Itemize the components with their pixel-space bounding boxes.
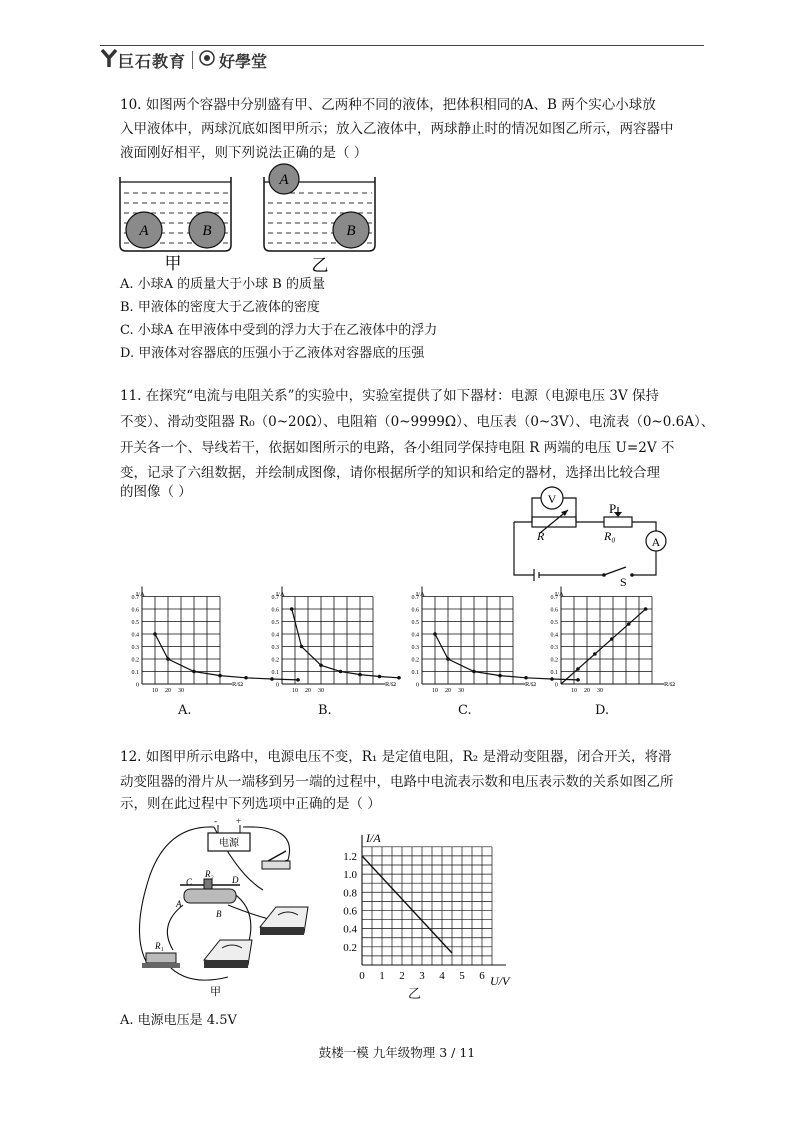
q10-figure <box>110 165 390 273</box>
y-tick: 0.5 <box>550 620 558 626</box>
label-b: B <box>216 909 222 919</box>
q10-text-1: 10. 如图两个容器中分别盛有甲、乙两种不同的液体，把体积相同的A、B 两个实心小球放 <box>120 97 656 113</box>
data-point <box>610 637 614 641</box>
label-d: D <box>232 875 239 885</box>
x-tick: 10 <box>432 688 438 694</box>
y-tick: 0.3 <box>550 645 558 651</box>
q11-text-1: 11. 在探究“电流与电阻关系”的实验中，实验室提供了如下器材：电源（电源电压 3V 保持 <box>120 388 659 404</box>
y-tick: 0.7 <box>411 595 419 601</box>
fig-jia-caption: 甲 <box>164 254 182 273</box>
x-tick: 2 <box>399 970 405 982</box>
y-axis-label: I/A <box>276 591 285 598</box>
y-tick: 0.2 <box>411 657 419 664</box>
seal-icon <box>199 50 215 70</box>
q11-graph-b <box>264 586 396 696</box>
y-tick: 0.4 <box>271 632 279 639</box>
y-tick: 0.3 <box>131 645 139 651</box>
y-tick: 0.2 <box>343 941 357 954</box>
y-tick: 1.2 <box>343 850 357 863</box>
x-tick: 30 <box>178 688 184 694</box>
data-point <box>153 632 157 636</box>
q12-graph-caption: 乙 <box>408 987 422 1002</box>
data-point <box>498 674 502 678</box>
label-r2: R₂ <box>205 869 214 879</box>
resistor-r1-icon <box>142 953 180 968</box>
y-axis-label: I/A <box>416 591 425 598</box>
fig-yi-caption: 乙 <box>311 256 329 275</box>
data-point <box>397 676 401 680</box>
x-axis-label: R/Ω <box>664 681 675 688</box>
y-tick: 0.4 <box>131 632 139 639</box>
data-point <box>218 674 222 678</box>
y-tick: 0.3 <box>271 645 279 651</box>
switch-icon <box>262 851 290 869</box>
y-axis-label: I/A <box>555 591 564 598</box>
y-tick: 0.4 <box>343 923 357 936</box>
x-tick: 10 <box>152 688 158 694</box>
y-tick: 0.3 <box>411 645 419 651</box>
y-tick: 0.1 <box>411 670 419 676</box>
x-tick: 10 <box>292 688 298 694</box>
q10-option-d: D. 甲液体对容器底的压强小于乙液体对容器底的压强 <box>120 346 425 361</box>
x-tick: 0 <box>359 970 365 982</box>
data-point <box>358 673 362 677</box>
q11-text-2: 不变）、滑动变阻器 R₀（0~20Ω）、电阻箱（0~9999Ω）、电压表（0~3V）、电流表（0~0.6A）、 <box>120 414 715 430</box>
y-tick: 0.6 <box>550 607 558 614</box>
voltmeter-device-icon <box>204 940 252 968</box>
brand-divider <box>192 51 193 69</box>
header-logo <box>100 48 267 72</box>
ball-a-label: A <box>139 223 149 239</box>
label-c: C <box>186 877 193 887</box>
y-axis-label: I/A <box>136 591 145 598</box>
brand-name-2: 好學堂 <box>219 51 268 71</box>
data-point <box>446 657 450 661</box>
y-tick: 0.2 <box>131 657 139 664</box>
power-label: 电源 <box>219 838 239 849</box>
y-tick: 0.4 <box>411 632 419 639</box>
y-tick: 0.6 <box>131 607 139 614</box>
y-tick: 1.0 <box>343 869 357 882</box>
x-tick: 20 <box>584 688 590 694</box>
y-tick: 0.2 <box>271 657 279 664</box>
x-tick: 20 <box>165 688 171 694</box>
x-tick: 6 <box>479 970 485 982</box>
q12-text-1: 12. 如图甲所示电路中，电源电压不变，R₁ 是定值电阻，R₂ 是滑动变阻器，闭合开关，将滑 <box>120 749 672 765</box>
q11-graph-a <box>124 586 243 696</box>
x-axis-label: U/V <box>490 974 510 988</box>
container-jia <box>120 177 231 251</box>
ball-b-label: B <box>202 223 212 239</box>
brand-name: 巨石教育 <box>118 51 187 71</box>
data-point <box>378 675 382 679</box>
data-point <box>593 652 597 656</box>
data-point <box>627 622 631 626</box>
y-tick: 0.8 <box>343 887 357 900</box>
y-tick: 0 <box>136 682 139 689</box>
y-tick: 0.1 <box>550 670 558 676</box>
container-yi <box>264 164 375 251</box>
label-r1: R₁ <box>155 941 164 951</box>
data-point <box>319 663 323 667</box>
q12-apparatus <box>128 815 338 1000</box>
y-tick: 0.1 <box>131 670 139 676</box>
y-tick: 0.6 <box>343 905 357 918</box>
voltmeter-label: V <box>547 492 557 506</box>
data-point <box>300 645 304 649</box>
q11-option-b: B. <box>318 703 332 718</box>
ammeter-label: A <box>651 535 661 549</box>
q11-graph-c <box>404 586 536 696</box>
y-tick: 0.1 <box>271 670 279 676</box>
y-tick: 0.5 <box>131 620 139 626</box>
data-point <box>290 607 294 611</box>
label-a: A <box>176 899 182 909</box>
y-tick: 0.5 <box>271 620 279 626</box>
plus-label: + <box>236 816 242 826</box>
x-tick: 1 <box>379 970 385 982</box>
x-tick: 3 <box>419 970 425 982</box>
data-point <box>524 676 528 680</box>
data-point <box>472 670 476 674</box>
ball-a-yi-label: A <box>279 172 289 188</box>
q12-option-a: A. 电源电压是 4.5V <box>120 1013 237 1028</box>
q10-text-2: 入甲液体中，两球沉底如图甲所示；放入乙液体中，两球静止时的情况如图乙所示，两容器中 <box>120 121 674 137</box>
slider-p-label: P <box>609 501 617 516</box>
x-tick: 5 <box>459 970 465 982</box>
fig-jia-caption-q12: 甲 <box>210 986 221 998</box>
x-axis-label: R/Ω <box>232 681 243 688</box>
x-axis-label: R/Ω <box>385 681 396 688</box>
x-tick: 30 <box>318 688 324 694</box>
y-tick: 0 <box>276 682 279 689</box>
q10-text-3: 液面刚好相平，则下列说法正确的是（ ） <box>120 145 368 161</box>
y-tick: 0.7 <box>131 595 139 601</box>
q11-graph-d <box>543 586 673 696</box>
y-tick: 0 <box>416 682 419 689</box>
data-point <box>166 657 170 661</box>
y-tick: 0 <box>555 682 558 689</box>
y-tick: 0.2 <box>550 657 558 664</box>
x-tick: 30 <box>597 688 603 694</box>
brand-y-icon <box>100 48 118 72</box>
switch-s-label: S <box>620 575 627 589</box>
y-tick: 0.7 <box>271 595 279 601</box>
data-point <box>433 632 437 636</box>
x-tick: 20 <box>445 688 451 694</box>
q11-option-d: D. <box>595 703 610 718</box>
q12-text-2: 动变阻器的滑片从一端移到另一端的过程中，电路中电流表示数和电压表示数的关系如图乙所 <box>120 774 674 790</box>
ball-b-yi-label: B <box>346 223 356 239</box>
y-tick: 0.5 <box>411 620 419 626</box>
q10-option-a: A. 小球A 的质量大于小球 B 的质量 <box>120 277 325 292</box>
x-tick: 10 <box>571 688 577 694</box>
data-point <box>192 670 196 674</box>
x-tick: 30 <box>458 688 464 694</box>
x-tick: 20 <box>305 688 311 694</box>
data-point <box>576 667 580 671</box>
data-point <box>644 607 648 611</box>
minus-label: - <box>214 816 217 826</box>
y-tick: 0.6 <box>411 607 419 614</box>
y-tick: 0.6 <box>271 607 279 614</box>
header-rule <box>100 45 704 46</box>
q11-text-5: 的图像（ ） <box>120 484 192 500</box>
q12-text-3: 示，则在此过程中下列选项中正确的是（ ） <box>120 796 381 812</box>
data-point <box>339 670 343 674</box>
data-point <box>244 676 248 680</box>
q10-option-c: C. 小球A 在甲液体中受到的浮力大于在乙液体中的浮力 <box>120 323 438 338</box>
page-footer: 鼓楼一模 九年级物理 3 / 11 <box>318 1045 476 1060</box>
q11-option-a: A. <box>178 703 192 718</box>
q11-circuit <box>508 483 676 588</box>
resistor-r-label: R <box>537 529 545 543</box>
y-tick: 0.4 <box>550 632 558 639</box>
x-tick: 4 <box>439 970 445 982</box>
q10-option-b: B. 甲液体的密度大于乙液体的密度 <box>120 300 320 315</box>
x-axis-label: R/Ω <box>525 681 536 688</box>
y-tick: 0.7 <box>550 595 558 601</box>
q11-option-c: C. <box>458 703 472 718</box>
q11-text-3: 开关各一个、导线若干，依据如图所示的电路，各小组同学保持电阻 R 两端的电压 U=2V 不 <box>120 440 675 456</box>
rheostat-r0-label: R₀ <box>604 529 616 543</box>
q11-text-4: 变，记录了六组数据，并绘制成图像，请你根据所学的知识和给定的器材，选择出比较合理 <box>120 465 660 481</box>
q12-iu-graph <box>332 825 517 1005</box>
y-axis-label: I/A <box>366 830 381 845</box>
iu-line <box>362 856 452 953</box>
ammeter-device-icon <box>260 907 308 935</box>
